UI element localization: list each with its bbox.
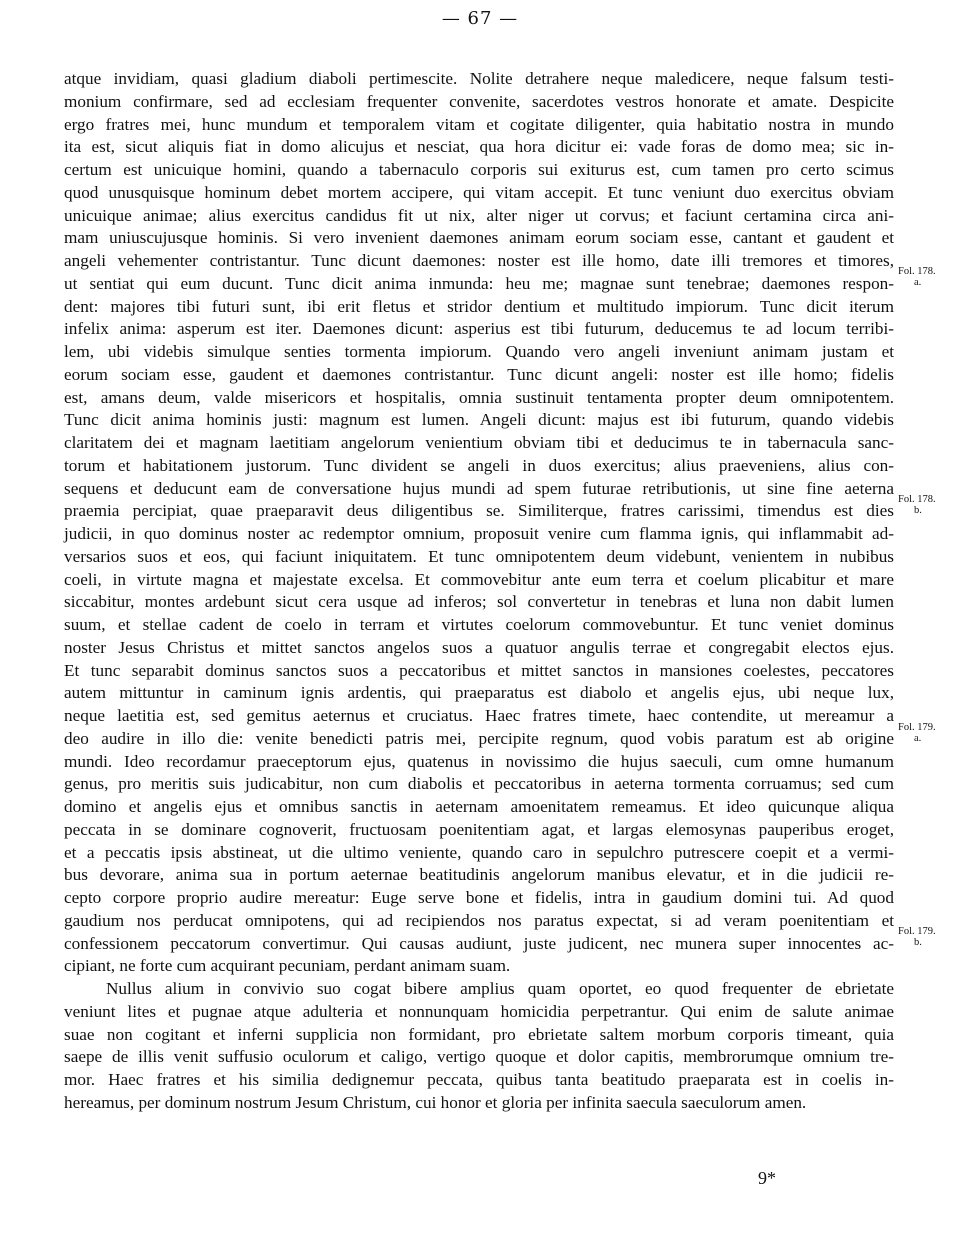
- text-line: lem, ubi videbis simulque senties tormenta impiorum. Quando vero angeli inveniunt animam justam et: [64, 342, 894, 361]
- text-line: torum et habitationem justorum. Tunc divident se angeli in duos exercitus; alius praeveniens, alius con-: [64, 455, 894, 475]
- signature-mark: 9*: [758, 1168, 776, 1188]
- text-line: saepe de illis venit suffusio oculorum et caligo, vertigo quoque et dolor capitis, membrorumque omnium tre-: [64, 1047, 894, 1067]
- text-line: monium confirmare, sed ad ecclesiam frequenter convenite, sacerdotes vestros honorate et amate. Despicite: [64, 91, 894, 111]
- text-line: bus devorare, anima sua in portum aeternae beatitudinis angelorum manibus elevatur, et in die judicii re-: [64, 865, 894, 885]
- text-line: Nullus alium in convivio suo cogat bibere amplius quam oportet, eo quod frequenter de ebrietate: [106, 979, 894, 998]
- margin-note-main: Fol. 179.: [898, 926, 936, 937]
- text-line: veniunt lites et pugnae atque adulteria et nonnunquam homicidia perpetrantur. Qui enim de salute animae: [64, 1001, 894, 1021]
- text-line: infelix anima: asperum est iter. Daemones dicunt: asperius est tibi futurum, deducemus te ad locum terribi-: [64, 319, 894, 339]
- text-line: judicii, in quo dominus noster ac redemptor omnium, proposuit venire cum flamma ignis, qui inflammabit ad-: [64, 524, 894, 543]
- text-line: versarios suos et eos, qui faciunt iniquitatem. Et tunc omnipotentem deum videbunt, venientem in nubibus: [64, 546, 894, 566]
- text-line: quod unusquisque hominum debet mortem accipere, qui vitam accepit. Et tunc veniunt duo exercitus obviam: [64, 182, 894, 202]
- text-line: sequens et deducunt eam de conversatione hujus mundi ad spem futurae retributionis, ut sine fine aeterna: [64, 478, 894, 498]
- margin-note-fol-179b: [898, 926, 958, 948]
- text-line: angeli vehementer contristantur. Tunc dicunt daemones: noster est ille homo, date illi tremores et timores,: [64, 251, 894, 270]
- page-number: — 67 —: [441, 8, 519, 29]
- text-line: eorum sociam esse, gaudent et daemones contristantur. Tunc dicunt angeli: noster est ille homo; fidelis: [64, 364, 894, 384]
- main-text: [64, 68, 894, 1115]
- text-line: neque laetitia est, sed gemitus aeternus et cruciatus. Haec fratres timete, haec contendite, ut mereamur a: [64, 706, 894, 725]
- text-line: et a peccatis ipsis abstineat, ut die ultimo veniente, quando caro in sepulchro putrescere coepit et a vermi-: [64, 842, 894, 862]
- margin-note-fol-178b: [898, 494, 958, 516]
- margin-note-main: Fol. 178.: [898, 494, 936, 505]
- text-line: ita est, sicut aliquis fiat in domo alicujus et nesciat, qua hora dicitur ei: vade foras de domo mea; sic in-: [64, 137, 894, 157]
- text-line: dent: majores tibi futuri sunt, ibi erit fletus et stridor dentium et multitudo impiorum. Tunc dicit iterum: [64, 296, 894, 316]
- text-line: suum, et stellae cadent de coelo in terram et virtutes coelorum commovebuntur. Et tunc veniet dominus: [64, 615, 894, 634]
- margin-note-sub: b.: [914, 937, 922, 948]
- text-line: est, amans deum, valde misericors et hospitalis, omnia sustinuit tentamenta propter deum omnipotentem.: [64, 387, 894, 407]
- text-line: atque invidiam, quasi gladium diaboli pertimescite. Nolite detrahere neque maledicere, neque falsum testi-: [64, 69, 894, 88]
- text-line: Et tunc separabit dominus sanctos suos a peccatoribus et mittet sanctos in mansiones coelestes, peccatores: [64, 660, 894, 680]
- margin-note-sub: a.: [914, 277, 922, 288]
- text-line: mundi. Ideo recordamur praeceptorum ejus, quatenus in novissimo die hujus saeculi, cum omne humanum: [64, 751, 894, 771]
- text-line: coeli, in virtute magna et majestate excelsa. Et commovebitur ante eum terra et coelum plicabitur et mare: [64, 569, 894, 589]
- margin-note-main: Fol. 179.: [898, 722, 936, 733]
- text-line: deo audire in illo die: venite benedicti patris mei, percipite regnum, quod vobis paratum est ab origine: [64, 728, 894, 748]
- margin-note-sub: a.: [914, 733, 922, 744]
- text-line: noster Jesus Christus et mittet sanctos angelos suos a quatuor angulis terrae et congregabit electos ejus.: [64, 637, 894, 657]
- text-line: siccabitur, montes ardebunt sicut cera usque ad inferos; sol convertetur in tenebras et luna non dabit lumen: [64, 592, 894, 612]
- paragraph: [64, 68, 894, 978]
- text-line: cipiant, ne forte cum acquirant pecuniam, perdant animam suam.: [64, 956, 511, 976]
- text-line: ergo fratres mei, hunc mundum et temporalem vitam et cogitate diligenter, quia habitatio nostra in mundo: [64, 114, 894, 134]
- text-line: domino et angelis ejus et omnibus sanctis in aeternam amoenitatem remeamus. Et ideo quicunque aliqua: [64, 797, 894, 816]
- margin-note-fol-178a: [898, 266, 958, 288]
- text-line: suae non cogitant et inferni supplicia non formidant, pro ebrietate saltem morbum corporis timeant, quia: [64, 1024, 894, 1044]
- text-line: cepto corpore proprio audire mereatur: Euge serve bone et fidelis, intra in gaudium domini tui. Ad quod: [64, 888, 894, 907]
- text-line: autem mittuntur in caminum ignis ardentis, qui praeparatus est diabolo et angelis ejus, ubi neque lux,: [64, 683, 894, 703]
- text-line: unicuique animae; alius exercitus candidus fit ut nix, alter niger ut corvus; et faciunt certamina circa ani-: [64, 205, 894, 225]
- text-line: genus, pro meritis suis judicabitur, non cum diabolis et peccatoribus in aeterna tormenta corruamus; sed cum: [64, 774, 894, 794]
- text-line: confessionem peccatorum convertimur. Qui causas audiunt, juste judicent, nec munera super innocentes ac-: [64, 933, 894, 953]
- paragraph: [64, 978, 894, 1115]
- text-line: ut sentiat qui eum ducunt. Tunc dicit anima inmunda: heu me; magnae sunt tenebrae; daemones respon-: [64, 273, 894, 293]
- margin-note-sub: b.: [914, 505, 922, 516]
- text-line: certum est unicuique homini, quando a tabernaculo corporis sui exiturus est, cum tamen pro certo scimus: [64, 160, 894, 179]
- text-line: hereamus, per dominum nostrum Jesum Christum, cui honor et gloria per infinita saecula saeculorum amen.: [64, 1092, 807, 1112]
- text-line: gaudium nos perducat omnipotens, qui ad recipiendos nos paratus expectat, si ad veram poenitentiam et: [64, 910, 894, 930]
- text-line: mor. Haec fratres et his similia dedignemur peccata, quibus tanta beatitudo praeparata est in coelis in-: [64, 1070, 894, 1089]
- text-line: peccata in se dominare cognoverit, fructuosam poenitentiam agat, et largas elemosynas pauperibus eroget,: [64, 819, 894, 839]
- paragraphs: [64, 68, 894, 1115]
- text-line: praemia percipiat, quae praeparavit deus diligentibus se. Similiterque, fratres carissimi, timendus est dies: [64, 501, 894, 521]
- text-line: mam uniuscujusque hominis. Si vero invenient daemones animam eorum sociam esse, cantant et gaudent et: [64, 228, 894, 248]
- margin-note-main: Fol. 178.: [898, 266, 936, 277]
- margin-note-fol-179a: [898, 722, 958, 744]
- text-line: Tunc dicit anima hominis justi: magnum est lumen. Angeli dicunt: majus est ibi futurum, quando videbis: [64, 410, 894, 430]
- text-line: claritatem dei et magnam laetitiam angelorum venientium obviam tibi et deducimus te in tabernacula sanc-: [64, 433, 894, 452]
